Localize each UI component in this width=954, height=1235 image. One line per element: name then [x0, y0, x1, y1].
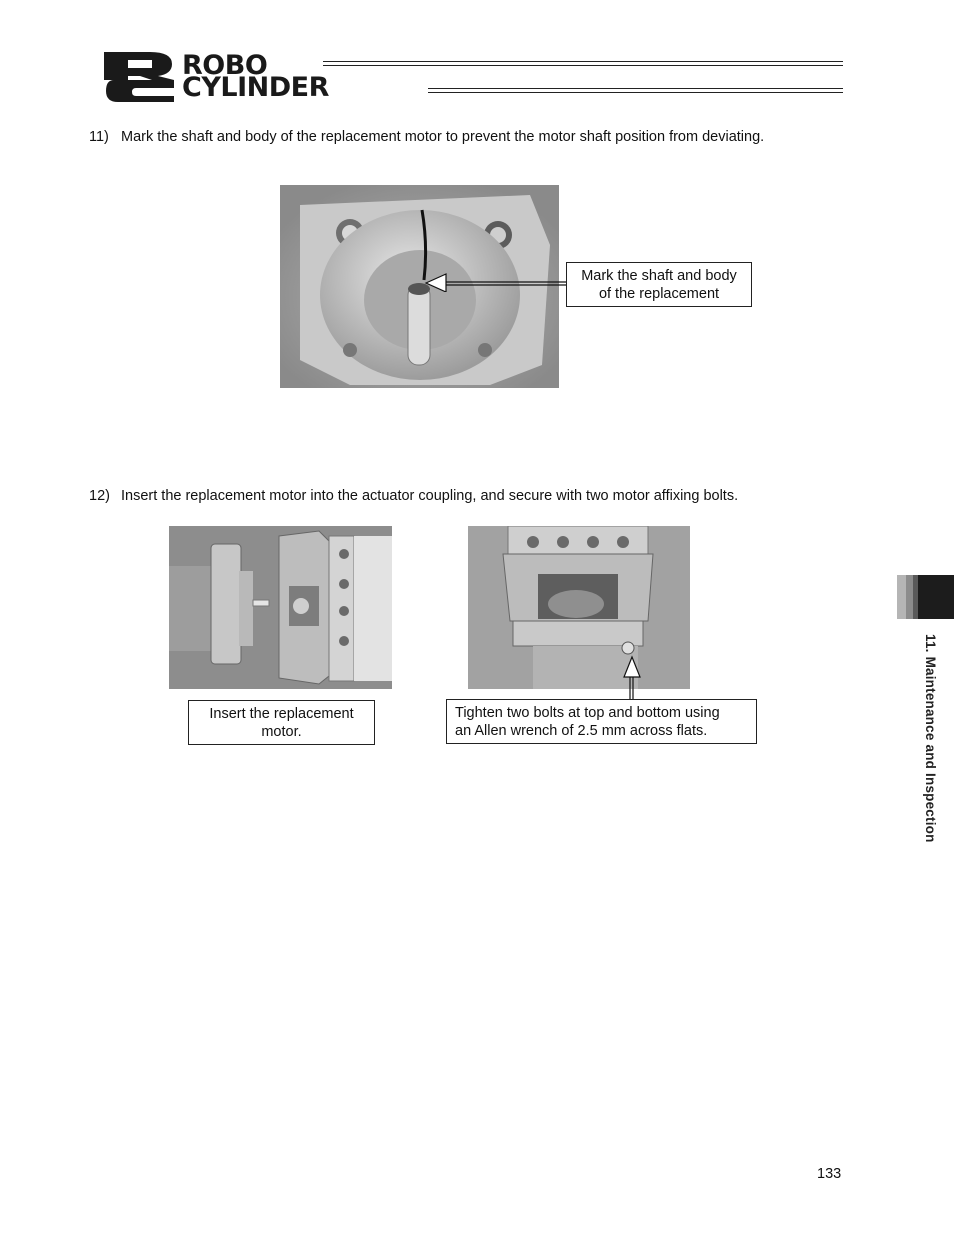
header-rule-bottom-2 [428, 92, 843, 93]
step-number: 11) [89, 129, 109, 145]
callout-line: of the replacement [598, 286, 720, 302]
chapter-label: 11. Maintenance and Inspection [923, 634, 938, 843]
logo-word-robo: ROBO [182, 50, 268, 81]
chapter-tab [897, 575, 954, 619]
header-rule-top-1 [323, 61, 843, 62]
callout-line: Tighten two bolts at top and bottom using [455, 705, 720, 721]
step-number: 12) [89, 488, 110, 504]
callout-line: Insert the replacement [209, 706, 354, 722]
arrow-icon [420, 272, 570, 292]
callout-insert-motor [188, 700, 375, 745]
callout-line: motor. [261, 724, 302, 740]
callout-line: Mark the shaft and body [581, 268, 737, 284]
header-rule-bottom-1 [428, 88, 843, 89]
step-text: Mark the shaft and body of the replacement motor to prevent the motor shaft position from deviating. [121, 129, 765, 145]
step-text: Insert the replacement motor into the actuator coupling, and secure with two motor affixing bolts. [121, 488, 739, 504]
tighten-bolts-photo [468, 526, 690, 689]
header-rule-top-2 [323, 65, 843, 66]
logo-word-cylinder: CYLINDER [182, 72, 329, 103]
step-11 [89, 129, 764, 145]
robo-cylinder-logo [102, 50, 422, 102]
callout-line: an Allen wrench of 2.5 mm across flats. [455, 723, 708, 739]
arrow-icon [622, 655, 642, 701]
callout-mark-shaft [566, 262, 752, 307]
rc-logo-icon [102, 50, 178, 102]
insert-motor-photo [169, 526, 392, 689]
step-12 [89, 488, 738, 504]
callout-tighten-bolts [446, 699, 757, 744]
page-number: 133 [817, 1166, 842, 1182]
